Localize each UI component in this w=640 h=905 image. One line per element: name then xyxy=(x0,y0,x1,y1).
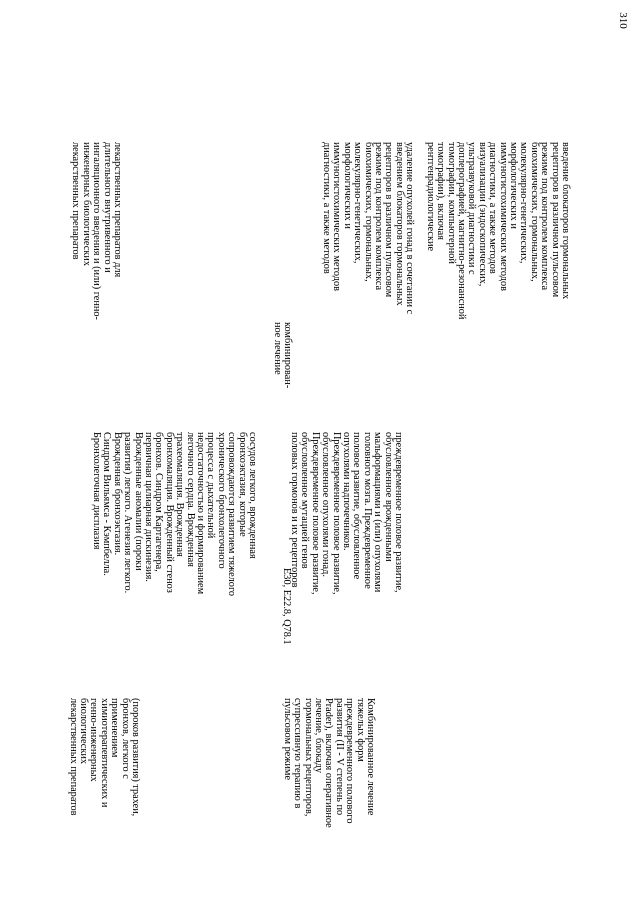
row1-method-description-text: лекарственных препаратов для длительного внутривенного и ингаляционного введения и (или) генно- инженерных биологических лекарственных препаратов xyxy=(70,142,123,320)
row2-method-description-2: удаление опухолей гонад в сочетании с введением блокаторов гормональных рецепторов в различном пульсовом режиме под контролем комплекса биохимических, гормональных, молекулярно-генетических, морфологических и иммуногистохимических методов диагностики, а также методов xyxy=(321,142,416,315)
row2-diagnosis-description-text: преждевременное половое развитие, обусловленное врожденными мальформациями и (или) опухолями головного мозга. Преждевременное половое развитие, обусловленное опухолями надпочечников. Преждевременное половое развитие, обусловленное опухолями гонад. Преждевременное половое развитие, обусловленное мутацией генов половых гормонов и их рецепторов xyxy=(288,432,404,595)
row1-treatment-method xyxy=(67,698,140,893)
row2-icd-codes-text: E30, E22.8, Q78.1 xyxy=(281,568,292,645)
row1-diagnosis-description xyxy=(91,432,258,692)
row2-method-description xyxy=(321,142,570,462)
page-number: 310 xyxy=(616,11,629,29)
row2-treatment-type xyxy=(271,322,292,432)
row2-treatment-method xyxy=(281,698,375,893)
row2-treatment-method-text: Комбинированное лечение тяжелых форм преждевременного полового развития (II - V степень по Prader), включая оперативное лечение, блокаду гормональных рецепторов, супрессивную терапию в пульсовом режиме xyxy=(281,698,376,828)
row1-treatment-method-text: (пороков развития) трахеи, бронхов, легкого с применением химиотерапевтических и генно-инженерных биологических лекарственных препаратов xyxy=(67,698,141,817)
row1-method-description xyxy=(70,142,122,372)
row2-diagnosis-description xyxy=(289,432,403,692)
row2-method-description-1: введение блокаторов гормональных рецепторов в различном пульсовом режиме под контролем комплекса биохимических, гормональных, молекулярно-генетических, морфологических и иммуногистохимических методов диагностики, а также методов визуализации (эндоскопических, ультразвуковой диагностики с доплерографией, магнитно-резонансной томографии, компьютерной томографии), включая рентгенрадиологические xyxy=(424,142,571,320)
row2-treatment-type-text: комбинирован- ное лечение xyxy=(271,322,293,389)
row1-diagnosis-description-text: сосудов легкого, врожденная бронхоэктазия, которые сопровождаются развитием тяжелого хронического бронхолегочного процесса с дыхательной недостаточностью и формированием легочного сердца. Врожденная трахеомаляция. Врожденная бронхомаляция. Врожденный стеноз бронхов. Синдром Картагенера, первичная цилиарная дискинезия. Врожденные аномалии (пороки развития) легкого. Агенезия легкого. Врожденная бронхоэктазия. Синдром Вильямса - Кэмпбелла. Бронхолегочная дисплазия xyxy=(90,432,258,597)
